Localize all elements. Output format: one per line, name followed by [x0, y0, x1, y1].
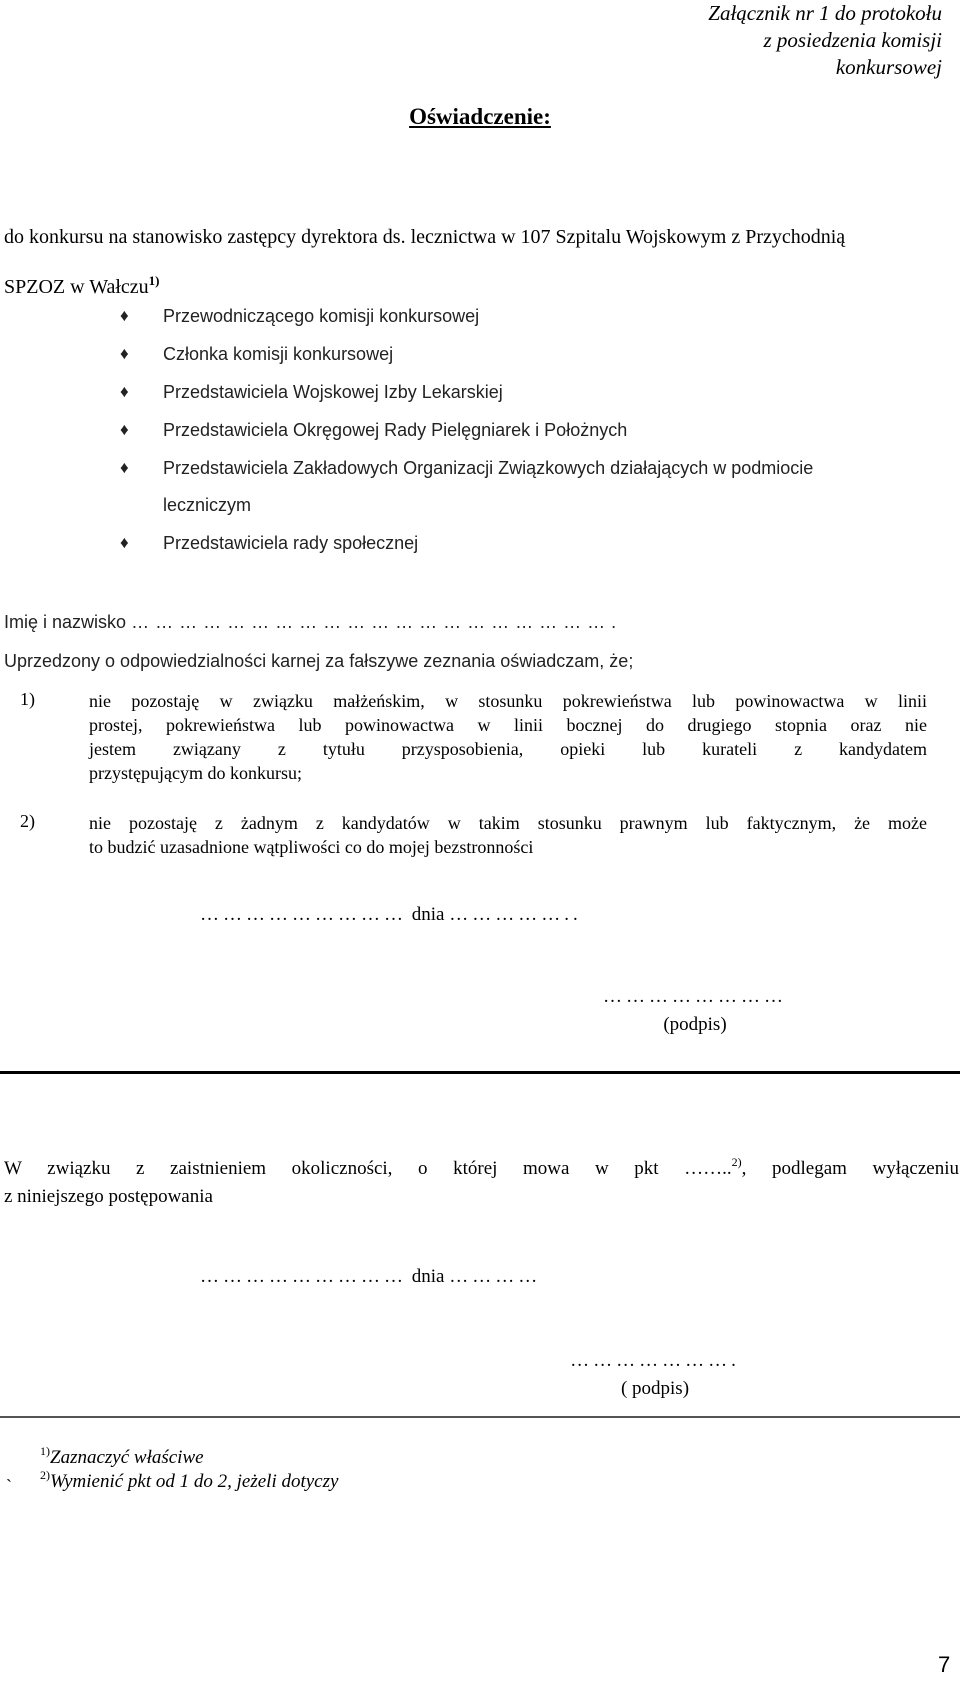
role-option-label: Przewodniczącego komisji konkursowej	[163, 306, 480, 326]
exclusion-line-1	[4, 1148, 959, 1183]
item-text-line: nie pozostaję w związku małżeńskim, w stosunku pokrewieństwa lub powinowactwa w linii	[89, 691, 927, 711]
role-option-label: Przedstawiciela Wojskowej Izby Lekarskiej	[163, 382, 503, 402]
stray-mark: `	[6, 1476, 12, 1496]
page-number: 7	[938, 1652, 951, 1677]
role-option-label: Członka komisji konkursowej	[163, 344, 394, 364]
intro-line-1: do konkursu na stanowisko zastępcy dyrektora ds. lecznictwa w 107 Szpitalu Wojskowym z Przychodnią	[4, 226, 846, 248]
footnote-text: Zaznaczyć właściwe	[50, 1447, 204, 1468]
footnote-ref-2: 2)	[731, 1155, 742, 1169]
date-dots: ………………………	[200, 904, 407, 925]
exclusion-text: , podlegam wyłączeniu	[741, 1158, 959, 1179]
date-label: dnia	[411, 904, 445, 925]
diamond-bullet-icon: ♦	[120, 533, 129, 552]
footnote-text: Wymienić pkt od 1 do 2, jeżeli dotyczy	[50, 1471, 339, 1492]
item-text-line: prostej, pokrewieństwa lub powinowactwa w linii bocznej do drugiego stopnia oraz nie	[89, 715, 927, 735]
footnote-ref-1: 1)	[148, 273, 160, 288]
item-text-line: nie pozostaję z żadnym z kandydatów w takim stosunku prawnym lub faktycznym, że może	[89, 813, 927, 833]
footnote-marker: 2)	[40, 1468, 50, 1482]
diamond-bullet-icon: ♦	[120, 458, 129, 477]
diamond-bullet-icon: ♦	[120, 344, 129, 363]
document-title: Oświadczenie:	[409, 104, 551, 129]
footnote-1	[40, 1444, 204, 1469]
signature-dots: ……………………	[603, 986, 787, 1007]
role-option-label: Przedstawiciela Okręgowej Rady Pielęgniarek i Położnych	[163, 420, 628, 440]
item-text	[89, 689, 927, 785]
date-field-1[interactable]	[200, 904, 582, 926]
exclusion-line-2: z niniejszego postępowania	[4, 1186, 213, 1207]
item-text	[89, 811, 927, 859]
header-line-2: z posiedzenia komisji	[763, 28, 942, 52]
footnote-2	[40, 1468, 338, 1493]
liability-warning: Uprzedzony o odpowiedzialności karnej za fałszywe zeznania oświadczam, że;	[4, 651, 634, 671]
diamond-bullet-icon: ♦	[120, 306, 129, 325]
date-label: dnia	[411, 1266, 445, 1287]
date-dots: ……………..	[449, 904, 582, 925]
item-number: 2)	[20, 811, 35, 831]
role-option-label: Przedstawiciela Zakładowych Organizacji Związkowych działających w podmiocie	[163, 458, 814, 478]
signature-field-1[interactable]	[560, 986, 830, 1036]
exclusion-text: W związku z zaistnieniem okoliczności, o której mowa w pkt ……..	[4, 1158, 732, 1179]
name-field-dots: …………………………………………………….	[131, 612, 623, 632]
footnote-divider	[0, 1416, 960, 1418]
exclusion-statement	[4, 1148, 959, 1211]
role-option-label-continued: leczniczym	[163, 495, 252, 515]
item-number: 1)	[20, 689, 35, 709]
name-field[interactable]	[4, 612, 622, 633]
section-divider	[0, 1071, 960, 1074]
signature-label: ( podpis)	[620, 1378, 690, 1399]
intro-line-2-text: SPZOZ w Wałczu	[4, 276, 149, 298]
signature-field-2[interactable]	[510, 1350, 800, 1400]
footnote-marker: 1)	[40, 1444, 50, 1458]
intro-line-2	[4, 273, 160, 299]
diamond-bullet-icon: ♦	[120, 420, 129, 439]
name-field-label: Imię i nazwisko	[4, 612, 127, 632]
date-dots: …………	[449, 1266, 542, 1287]
item-text-line: jestem związany z tytułu przysposobienia, opieki lub kurateli z kandydatem	[89, 739, 927, 759]
diamond-bullet-icon: ♦	[120, 382, 129, 401]
item-text-line: to budzić uzasadnione wątpliwości co do mojej bezstronności	[89, 837, 534, 857]
attachment-header	[708, 0, 942, 81]
role-option-label: Przedstawiciela rady społecznej	[163, 533, 419, 553]
signature-label: (podpis)	[663, 1014, 727, 1035]
header-line-1: Załącznik nr 1 do protokołu	[708, 1, 942, 25]
item-text-line: przystępującym do konkursu;	[89, 763, 302, 783]
signature-dots: ………………….	[570, 1350, 740, 1371]
date-dots: ………………………	[200, 1266, 407, 1287]
date-field-2[interactable]	[200, 1266, 541, 1288]
header-line-3: konkursowej	[835, 55, 942, 79]
